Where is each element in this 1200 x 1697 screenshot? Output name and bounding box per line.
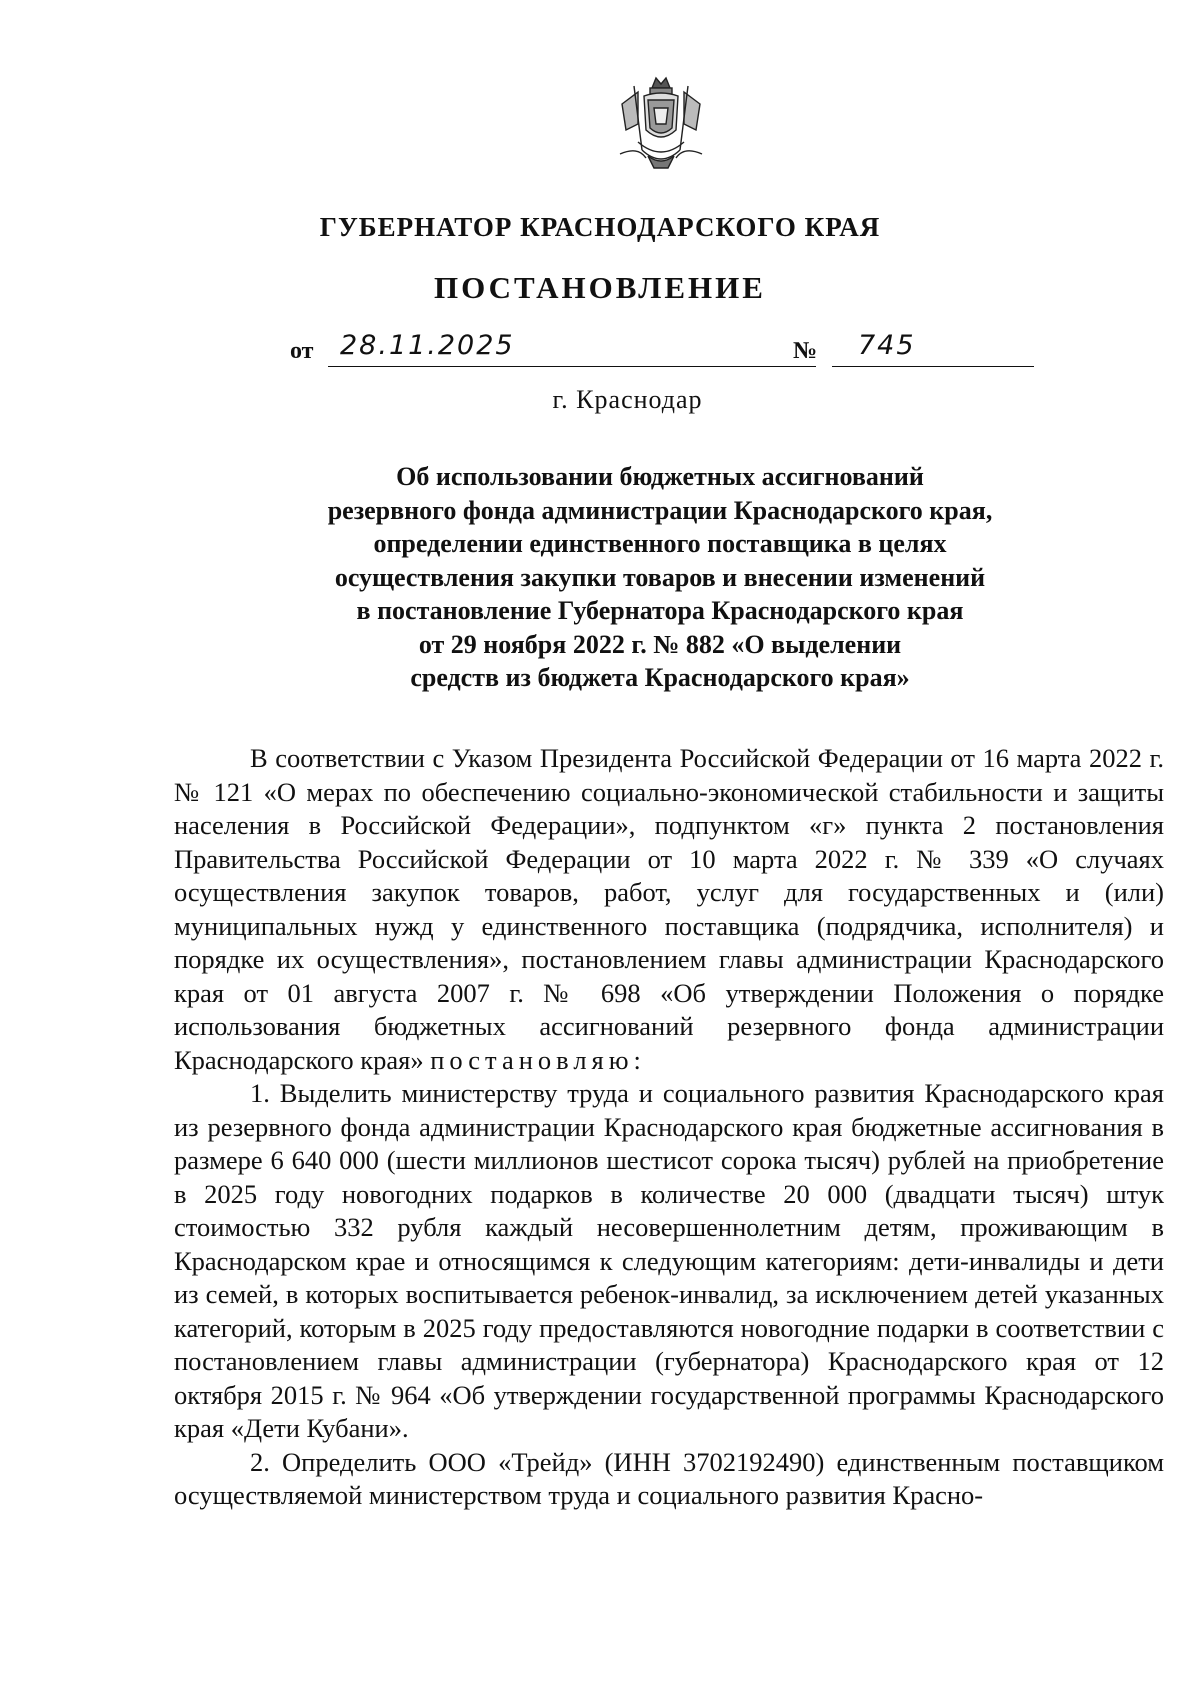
title-line: Об использовании бюджетных ассигнований [396,462,924,491]
krasnodar-coat-of-arms-icon [608,70,714,182]
preamble-paragraph [174,742,1164,1077]
authority-name: ГУБЕРНАТОР КРАСНОДАРСКОГО КРАЯ [319,212,881,242]
title-line: в постановление Губернатора Краснодарского края [356,596,964,625]
number-underline [832,366,1034,367]
document-body [174,742,1164,1513]
number-label: № [793,338,818,364]
decree-word: постановляю: [430,1044,646,1075]
date-number-row [290,330,1050,370]
preamble-text: В соответствии с Указом Президента Российской Федерации от 16 марта 2022 г. № 121 «О мерах по обеспечению социально-экономической стабильности и защиты населения в Российской Федерации», подпунктом «г» пункта 2 постановления Правительства Российской Федерации от 10 марта 2022 г. № 339 «О случаях осуществления закупок товаров, работ, услуг для государственных и (или) муниципальных нужд у единственного поставщика (подрядчика, исполнителя) и порядке их осуществления», постановлением главы администрации Краснодарского края от 01 августа 2007 г. № 698 «Об утверждении Положения о порядке использования бюджетных ассигнований резервного фонда администрации Краснодарского края» [174,743,1164,1075]
city: г. Краснодар [552,385,703,414]
title-line: осуществления закупки товаров и внесении изменений [334,562,986,592]
title-line: определении единственного поставщика в целях [373,529,947,558]
title-line: средств из бюджета Краснодарского края» [410,663,910,692]
item-1-paragraph: 1. Выделить министерству труда и социального развития Краснодарского края из резервного фонда администрации Краснодарского края бюджетные ассигнования в размере 6 640 000 (шести миллионов шестисот сорока тысяч) рублей на приобретение в 2025 году новогодних подарков в количестве 20 000 (двадцати тысяч) штук стоимостью 332 рубля каждый несовершеннолетним детям, проживающим в Краснодарском крае и относящимся к следующим категориям: дети-инвалиды и дети из семей, в которых воспитывается ребенок-инвалид, за исключением детей указанных категорий, которым в 2025 году предоставляются новогодние подарки в соответствии с постановлением главы администрации (губернатора) Краснодарского края от 12 октября 2015 г. № 964 «Об утверждении государственной программы Краснодарского края «Дети Кубани». [174,1078,1164,1443]
date-underline [328,366,816,367]
title-line: от 29 ноября 2022 г. № 882 «О выделении [418,629,902,659]
date-label: от [290,338,314,364]
document-type: ПОСТАНОВЛЕНИЕ [434,270,766,305]
document-date: 28.11.2025 [340,330,515,361]
item-2-paragraph: 2. Определить ООО «Трейд» (ИНН 3702192490) единственным поставщиком осуществляемой министерством труда и социального развития Красно- [174,1446,1164,1510]
title-line: резервного фонда администрации Краснодарского края, [327,495,993,525]
document-number: 745 [858,330,916,361]
document-title [280,460,1040,695]
